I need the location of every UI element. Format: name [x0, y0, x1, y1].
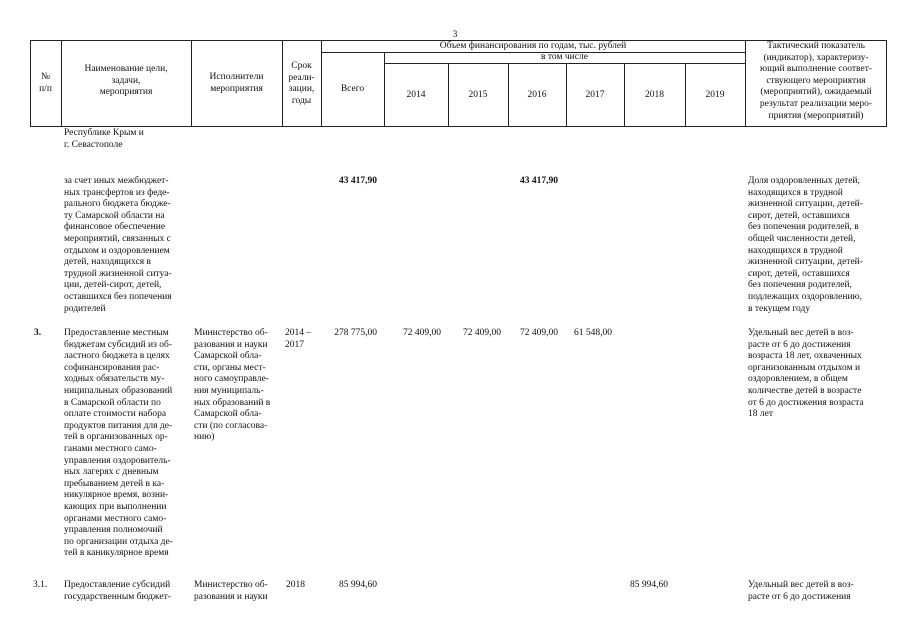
header-year-2016: 2016: [527, 90, 547, 100]
row-term: 2018: [286, 580, 305, 590]
header-name: Наименование цели, задачи, мероприятия: [84, 64, 168, 98]
row-total: 43 417,90: [339, 176, 377, 186]
row-indicator: Удельный вес детей в воз- расте от 6 до достижения: [748, 580, 854, 602]
header-year-2018: 2018: [645, 90, 664, 100]
row-continuation-name: Республике Крым и г. Севастополе: [64, 128, 144, 150]
header-year-2017: 2017: [585, 90, 605, 100]
row-2016: 43 417,90: [520, 176, 558, 186]
row-2016: 72 409,00: [520, 328, 558, 338]
row-name: Предоставление местным бюджетам субсидий из об- ластного бюджета в целях софинансирования рас- ходных обязательств му- ниципальных образований в Самарской области по оплате стоимости набора продуктов питания для де- тей в организованных ор- ганами местного само- управления оздоровитель- ных лагерях с дневным пребыванием детей в ка- никулярное время, возни- кающих при выполнении органами местного само- управления полномочий по организации отдыха де- тей в каникулярное время: [64, 328, 173, 559]
page-number: 3: [452, 30, 458, 40]
row-num: 3.: [34, 328, 42, 338]
header-total: Всего: [340, 84, 365, 94]
row-num: 3.1.: [33, 580, 48, 590]
row-2014: 72 409,00: [403, 328, 441, 338]
header-funding: Объем финансирования по годам, тыс. рублей: [439, 41, 627, 51]
header-year-2015: 2015: [468, 90, 488, 100]
header-year-2019: 2019: [705, 90, 725, 100]
row-total: 278 775,00: [334, 328, 377, 338]
row-name: Предоставление субсидий государственным бюджет-: [64, 580, 171, 602]
header-executors: Исполнители мероприятия: [209, 72, 264, 94]
row-2018: 85 994,60: [630, 580, 668, 590]
row-2015: 72 409,00: [463, 328, 501, 338]
row-executors: Министерство об- разования и науки: [194, 580, 268, 602]
header-year-2014: 2014: [406, 90, 426, 100]
row-indicator: Удельный вес детей в воз- расте от 6 до достижения возраста 18 лет, охваченных организованным отдыхом и оздоровлением, в общем количестве детей в возрасте от 6 до достижения возраста 18 лет: [748, 328, 864, 420]
header-num: № п/п: [39, 72, 52, 94]
header-term: Срок реали- зации, годы: [288, 61, 315, 106]
row-executors: Министерство об- разования и науки Самарской обла- сти, органы мест- ного самоуправле- ния муниципаль- ных образований в Самарской обла- сти (по согласова- нию): [194, 328, 271, 443]
row-term: 2014 – 2017: [285, 328, 312, 350]
row-2017: 61 548,00: [574, 328, 612, 338]
header-including: в том числе: [541, 52, 588, 62]
row-total: 85 994,60: [339, 580, 377, 590]
row-name: за счет иных межбюджет- ных трансфертов из феде- рального бюджета бюдже- ту Самарской области на финансовое обеспечение мероприятий, связанных с отдыхом и оздоровлением детей, находящихся в трудной жизненной ситуа- ции, детей-сирот, детей, оставшихся без попечения родителей: [64, 176, 172, 314]
header-indicator: Тактический показатель (индикатор), характеризу- ющий выполнение соответ- ствующего мероприятия (мероприятий), ожидаемый результат реализации меро- приятия (мероприятий): [759, 41, 873, 121]
row-indicator: Доля оздоровленных детей, находящихся в трудной жизненной ситуации, детей- сирот, детей, оставшихся без попечения родителей, в общей численности детей, находящихся в трудной жизненной ситуации, детей- сирот, детей, оставшихся без попечения родителей, подлежащих оздоровлению, в текущем году: [748, 176, 863, 314]
